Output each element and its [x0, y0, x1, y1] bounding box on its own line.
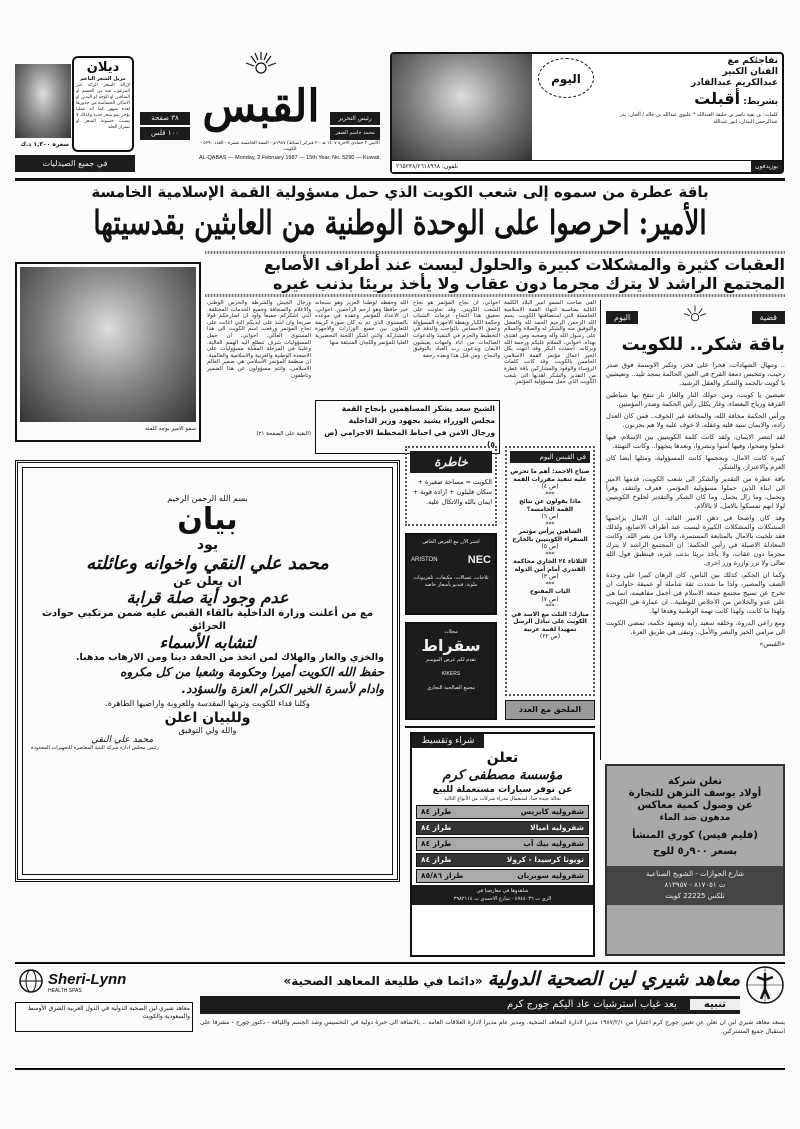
- car-name: شفروليه بيك آب: [523, 839, 584, 848]
- fabric-ad-company: أولاد يوسف النزهن للتجارة: [628, 788, 762, 799]
- inside-today-box: [505, 446, 595, 696]
- subheadline-1: العقبات كثيرة والمشكلات كبيرة والحلول ليست عند أطراف الأصابع: [264, 255, 785, 274]
- editorial-paragraph: وكما ان الحكم، كذلك بين الناس، كان الرهان كبيرا على وحدة الصف والمصير، ولذا ما شددت ثقة شاملة أو عميقة حاولت ان تخرج عن نسيج مجتمع جمعه الاسلام في أجمل مفاهيمه، انما هي على عدو والخلاص من الاخلاص للوطنية.. ان عمارة هي الكويت، ولهذا ما كانت، ولهذا كانت تهمة الوطنية وهدفا لها.: [606, 571, 785, 615]
- divider: [405, 726, 595, 728]
- notice-label: تنبيه: [690, 999, 740, 1010]
- statement-prayer-1: حفظ الله الكويت أميرا وحكومة وشعبا من كل مكروه: [120, 665, 384, 679]
- editorial-paragraph: .. وتنهال الشهادات، فخرا على فخر، وتكبر الاوسمة فوق صدر رحيب، وتتحبس دمعة الفرح في العين الحالمة بمجد تليد.. وتعيشين يا كويت بالحمد والشكر والعقل الرشيد.: [606, 361, 785, 387]
- masthead-logo: القبس: [202, 81, 320, 132]
- divider: [15, 962, 785, 964]
- separator: ***: [545, 603, 555, 610]
- boxed-news-line-2: مجلس الوزراء يشيد بجهود وزير الداخلية: [348, 416, 495, 425]
- car-row: [416, 853, 589, 867]
- divider: [205, 251, 785, 254]
- kikers-ad: [405, 622, 497, 720]
- editor-title: رئيس التحرير: [330, 112, 380, 125]
- fabric-ad-price: بسعر ٩٠٠ر٥ للوح: [652, 846, 738, 857]
- car-name: شفروليه سوبربان: [517, 871, 584, 880]
- statement-signature: محمد علي النقي: [91, 735, 154, 745]
- thought-box: [405, 446, 497, 526]
- editorial-paragraph: باقة عطرة من التقدير والشكر الى شعب الكويت، قدمها الامير الى ابناء الذين حملوا مسؤولية المؤتمر، فعرف وانتقد، وقرأ وتحمل، وما زال يحمل. وما كان الشكر والتقدير لخلوخ الكويتيين لولا انهم تمسكوا بالامل، لا بالآلام.: [606, 475, 785, 510]
- inside-today-item[interactable]: [510, 558, 590, 588]
- inside-item-page: (ص ٦): [541, 513, 559, 520]
- inside-item-page: (ص ٧): [541, 595, 559, 603]
- inside-item-text: الباب المفتوح: [529, 588, 571, 595]
- statement-similar-names: لتشابه الأسماء: [159, 633, 256, 652]
- artist-photo: [392, 54, 532, 160]
- separator: ***: [545, 490, 555, 498]
- separator: ***: [545, 520, 555, 528]
- car-name: شفروليه كابريس: [520, 807, 584, 816]
- nec-brand: NEC: [467, 554, 491, 566]
- tape-intro: تفاجئكم مع: [727, 56, 778, 66]
- ad-availability: في جميع الصيدليات: [15, 155, 135, 172]
- statement-closing: وللبيان اعلن: [164, 710, 251, 726]
- fabric-ad-line-1: عن وصول كمية معاكس: [637, 800, 753, 811]
- statement-yawad: يود: [196, 537, 219, 553]
- car-row: [416, 837, 589, 851]
- car-name: تويوتا كرسيدا - كرولا: [506, 855, 584, 864]
- main-headline: الأمير: احرصوا على الوحدة الوطنية من العابثين بقدسيتها: [93, 203, 707, 242]
- statement-body-1: مع من أعلنت وزارة الداخلية بالقاء القبض عليه ضمن مرتكبي حوادث الحرائق: [41, 608, 374, 632]
- editorial-label-left: اليوم: [606, 311, 638, 324]
- editorial-paragraph: لقد انتصر الايمان، ولقد كانت كلمة الكويتيين بين الإسلام، فيها عملوا وضحوا، وفيها آمنوا ونشروا، وبعدها يتجهوا.. وكانت التهنئة.: [606, 433, 785, 450]
- car-model: طراز ٨٤: [421, 823, 452, 832]
- tape-credits: كلمات: بن بقية ناصر بن خليفة العبدالله * عليوي عبدالله بن خالد / ألحان: بدر عبدالرحمن البيدان، انور عبدالله: [619, 112, 778, 125]
- car-model: طراز ٨٥/٨٦: [421, 871, 464, 880]
- fabric-ad-address: شارع الجوازات - الشويخ الصناعية: [646, 870, 744, 878]
- health-banner-heading: [200, 966, 740, 994]
- sun-emblem-icon: [680, 304, 710, 330]
- editorial-paragraph: كبيرة كانت الامال، وبحجمها كانت المسؤولية، ومثلها أيضا كان العزم والاعتزاز، والشكر.: [606, 454, 785, 471]
- inside-today-title: في القبس اليوم: [510, 451, 590, 463]
- editorial-body: [606, 361, 785, 649]
- ad-body: لإزالة الشعر الزائد غير المرغوب فيه من الجسم او الساقين او الوجه او اليدين او الاماكن الحساسة من جذورها لعدة شهور كما انه عمليا يؤخر نمو شعر جديد وكذلك لا يسبب خشونة الشعر او تسرار الجلد: [76, 83, 130, 130]
- inside-item-text: مبارك: الثلث مع الاسد في الكويت على تبادل الرسل تمهيدا لقمة عربية: [511, 610, 589, 633]
- story-column-2: اخواني، ان نجاح المؤتمر هو نجاح الشعب الكويتي. وقد تعاونت على تحقيق هذا النجاح عزمات الشباب وحكمة الكبار ويقظة الاجهزة المسؤولة وعمق الاحساس بالواجب والدقة في التخطيط والحزم في التنفيذ والدعوات الصالحات من اباء وامهات يعيشون الايمان ويدعون رب العباد بالتوفيق والنجاح. ومن قبل هذا وبعده رحمة: [413, 300, 500, 359]
- ad-subtitle: مزيل الشعر الناعم: [80, 76, 126, 82]
- distributor: بوزيدفون: [751, 161, 782, 172]
- ad-photo: [15, 64, 71, 138]
- kikers-ad-top: محلات: [444, 629, 458, 635]
- statement-prayer-2: وادام لأسرة الخير الكرام العزة والسؤدد.: [181, 682, 384, 696]
- statement-no-relation: عدم وجود أية صلة قرابة: [126, 588, 289, 607]
- inside-item-page: (ص ٤): [541, 483, 559, 490]
- editorial-paragraph: ورأس الحكمة مخافة الله، والمخافة غير الخوف.. فمن كان العدل زاده، والايمان سيد قلبه وعقله، لا خوف عليه ولا هم يحزنون.: [606, 412, 785, 429]
- boxed-news-line-3: ورجال الامن في احباط المخطط الاجرامي (ص ٥): [324, 428, 495, 449]
- statement-ad: [15, 460, 400, 882]
- tape-ad-footer: [392, 160, 782, 172]
- cars-ad-footer-2: الري ت ٤٧٤٤٠٣٦ - شارع الاحمدي ت ٣٩٨٢١١٤: [453, 896, 552, 902]
- today-burst: اليوم: [538, 58, 594, 98]
- ad-price: سعره ١,٣٠٠ د.ك: [20, 141, 69, 148]
- artist-label: الفنان الكبير: [722, 67, 778, 77]
- cars-ad-headline: عن توفر سيارات مستعملة للبيع: [432, 785, 573, 795]
- story-column-4: ورجال الجيش والشرطة والحرس الوطني والاعلام والصحافة وجميع الخدمات المختلفة. اثني اشكركم جميعا واود ان اصارحكم قولا صريحا وان اشد على ايديكم التي اعانت على نجاح المؤتمر ورفعت اسم الكويت الى هذا المستوى العالي. اخواني، ان حمل المسؤوليات شرف تتطلع اليه الهمم العالية. وعلينا في المرحلة المقبلة مسؤوليات على الاصعدة الوطنية والعربية والاسلامية والعالمية. ان منظمة المؤتمر الاسلامي هي ضمير العالم الاسلامي، وانتم مسؤولون عن هذا الضمير وناطقون: [207, 300, 311, 379]
- dateline-arabic: الاثنين ٣ جمادى الاخرة ١٤٠٧ هـ - ٢ فبراير (شباط) ١٩٨٧م - السنة الخامسة عشرة - العدد ٥٢٩٠ - الكويت: [200, 141, 380, 152]
- cars-ad-company: مؤسسة مصطفى كرم: [442, 768, 563, 783]
- separator: ***: [545, 580, 555, 588]
- separator: ***: [545, 550, 555, 558]
- tape-ad-text: [600, 56, 778, 126]
- editorial-paragraph: تعيشين يا كويت، ومن حولك النار والغار نار تنفخ بها شياطين الفرقة ورياح البغضاء، وغار يكلل رأس الحكمة وصدر المؤمنين.: [606, 391, 785, 408]
- emir-photo-frame: [15, 262, 201, 442]
- editor-name: محمد جاسم الصقر: [330, 127, 380, 140]
- artist-name: عبدالكريم عبدالقادر: [690, 78, 778, 88]
- nec-ad-top: اشتر الآن مع العرض الخاص: [422, 539, 480, 545]
- inside-item-page: (ص ٥): [541, 543, 559, 550]
- kikers-brand: KIKERS: [441, 671, 461, 677]
- fabric-ad-telex: تلكس 22225 كويت: [665, 892, 725, 900]
- photo-caption: سمو الامير يوجه كلمته: [144, 426, 196, 432]
- health-notice-bar: [200, 996, 740, 1014]
- subheadline-2: المجتمع الراشد لا يترك مجرما دون عقاب ولا يأخذ بريئا بذنب غيره: [272, 274, 785, 293]
- health-left-note: معاهد شيري لين الصحية الدولية في الدول العربية الشرق الأوسط والسعودية والكويت: [15, 1002, 193, 1032]
- inside-today-item[interactable]: [510, 498, 590, 528]
- kikers-ad-title: سقراط: [421, 636, 481, 655]
- sun-emblem-icon: [211, 50, 311, 80]
- divider: [15, 1068, 785, 1070]
- car-list: [412, 805, 593, 883]
- cars-ad-footer-1: شاهدوها في معارضنا في: [476, 888, 529, 894]
- inside-item-text: الثلاثاء ٢٤ الجاري محاكمة القندري أمام أمن الدولة: [513, 558, 587, 573]
- ad-brand: ديلان: [86, 60, 120, 75]
- fabric-ad-phone: ت ٨١٧٠٥١ - ٨١٣٩٥٧: [664, 881, 726, 889]
- editorial-label-right: قضية: [752, 311, 785, 324]
- basmala: بسم الله الرحمن الرحيم: [167, 494, 248, 503]
- inside-today-list: [510, 468, 590, 641]
- tape-title: أقبلت: [694, 89, 741, 108]
- tape-label: بشريط:: [743, 97, 778, 107]
- editorial-paragraph: وقد كان واضحا في ذهن الامير القائد، ان الامال يزاحمها المشكلات والمشكلات الكبيرة ليست عند أطراف الاصابع، ولذلك فقد تلخيت بالامال بالمتابعة المستمرة، والانا من نصر الله. وكانت المعادلة الاصيلة في رأس الحكمة: ان المجتمع الراشد لا يترك مجرما دون عقاب، ولا يأخذ بريئا بذنب غيره، فينطبق قول الله تعالى ولا تزر وازرة وزر اخرى.: [606, 514, 785, 567]
- boxed-news-line-1: الشيخ سعد يشكر المساهمين بإنجاح القمة: [341, 404, 495, 413]
- inside-today-item[interactable]: [510, 528, 590, 558]
- statement-tawfiq: والله ولي التوفيق: [178, 726, 237, 735]
- emir-photo: [20, 267, 196, 422]
- car-name: شفروليه امبالا: [530, 823, 584, 832]
- nec-ad-body: ثلاجات، غسالات، مكيفات، تلفزيونات ملونة، فيديو بأسعار خاصة: [413, 575, 489, 588]
- hair-removal-ad: [72, 56, 134, 152]
- editorial-paragraph: ومع راعي الدروة، وخلفه سعيد رأيه ويصهد حكمه، تمضي الكويت الى مرامي الخير والنصر والأمل.. وتبقى في طريق العزة.: [606, 619, 785, 636]
- issue-price: ١٠٠ فلس: [140, 127, 190, 140]
- story-column-1: القى صاحب السمو امير البلاد الكلمة التالية بمناسبة انتهاء القمة الاسلامية الخامسة التي استضافتها الكويت. بسم الله الرحمن الرحيم الحمد لله والفضل والتوفيق منه والشكر له والصلاة والسلام على رسول الله وآله وصحبه ومن اهتدى بهداه. اخواني، السلام عليكم ورحمة الله وبركاته. احمدت البكر وقد انتهت بكل الخير اعمال مؤتمر القمة الاسلامي الخامس بالكويت. وقد كانت كلمات الرؤساء والوفود والمشاركين باقة عطرة من التقدير والشكر اهديها الى شعب الكويت الذي حمل مسؤولية المؤتمر.: [504, 300, 596, 386]
- fabric-ad: [605, 764, 785, 956]
- divider: [205, 294, 785, 297]
- editorial-header: [606, 304, 785, 330]
- supplement-label: الملحق مع العدد: [505, 700, 595, 720]
- dateline-english: AL-QABAS — Monday, 2 February 1987 — 15th Year, No. 5290 — Kuwait.: [198, 155, 382, 161]
- inside-item-text: ماذا يقولون عن نتائج القمة الخامسة؟: [519, 498, 581, 513]
- sheri-lynn-logo: [18, 968, 188, 998]
- statement-announce: ان يعلن عن: [173, 574, 242, 588]
- kikers-ad-body: تقدم لكم عرض الموسم: [426, 657, 476, 663]
- statement-body-3: وكلنا فداء للكويت وتربتها المقدسة وللعروبة واراضيها الطاهرة.: [105, 699, 310, 708]
- thought-body: الكويت = مساحة صغيرة + سكان قليلون + ارادة قوية + ايمان بالله والاتكال عليه.: [412, 478, 492, 506]
- car-model: طراز ٨٤: [421, 855, 452, 864]
- inside-today-item[interactable]: [510, 611, 590, 641]
- inside-item-text: صباح الاحمد: أهم ما تحرص عليه تنفيذ مقررات القمة: [510, 468, 590, 483]
- kikers-ad-footer: مجمع الصالحية التجاري: [427, 685, 475, 691]
- athlete-globe-icon: [745, 965, 785, 1005]
- distributor-phone: تلفون: ٢٦٥٢٣٨/٢٦١٨٩٦٨: [396, 163, 459, 170]
- logo-text: Sheri-Lynn: [48, 971, 127, 988]
- statement-signature-title: رئيس مجلس ادارة شركة البنية المعاصرة للتجهيزات المحدودة: [31, 745, 159, 751]
- inside-item-page: (ص ٣): [541, 573, 559, 580]
- notice-text: بعد غياب استرشيات عاد اليكم جورج كرم: [506, 999, 677, 1010]
- editorial-title: باقة شكر.. للكويت: [621, 334, 785, 355]
- globe-icon: [18, 968, 44, 998]
- statement-title: بيان: [177, 502, 238, 537]
- car-model: طراز ٨٤: [421, 807, 452, 816]
- kicker-headline: باقة عطرة من سموه إلى شعب الكويت الذي حمل مسؤولية القمة الإسلامية الخامسة: [91, 183, 709, 201]
- cars-ad: [410, 732, 595, 957]
- health-details: يسعد معاهد شيري لين ان تعلن عن تعيين جورج كرم اعتبارا من ١٩٨٧/٢/١ مديرا لادارة المعاهد الصحية. ومدير عام مديرا لادارة العلاقات العامة .. بالاضافة الى خبرة دولية في التخسيس وشد الجسم واللياقة - دكتور جورج - مشرفا على استقبال جميع المشتركين.: [200, 1019, 785, 1035]
- statement-body-2: والخزي والعار والهلاك لمن اتخذ من الحقد دينا ومن الارهاب مذهبا.: [75, 652, 384, 663]
- car-row: [416, 821, 589, 835]
- nec-ad: [405, 533, 497, 615]
- masthead-rule: [15, 178, 785, 181]
- cars-ad-condition: بحالة جيدة جدا، استعمال مدراء شركات من الأنواع التالية: [444, 796, 561, 802]
- editorial-column: [600, 300, 785, 760]
- cars-ad-ribbon: شراء وتقسيط: [412, 734, 484, 748]
- cars-ad-announces: تعلن: [486, 750, 519, 766]
- car-row: [416, 869, 589, 883]
- fabric-ad-line-2: مدهون ضد الماء: [659, 813, 731, 823]
- inside-item-page: (ص ٢٢): [539, 633, 561, 640]
- fabric-ad-line-3: (فليم فيس) كوري المنشأ: [632, 830, 758, 841]
- thought-title: خاطرة: [410, 451, 492, 473]
- inside-today-item[interactable]: [510, 588, 590, 611]
- statement-family: محمد علي النقي واخوانه وعائلته: [86, 553, 329, 574]
- inside-today-item[interactable]: [510, 468, 590, 498]
- inside-item-text: الشاهين يرأس مؤتمر السفراء الكويتيين بالخارج: [512, 528, 588, 543]
- music-tape-ad: [390, 52, 784, 174]
- story-column-3: الله وحفظه لوطننا العزيز وهو سبحانه خير حافظا وهو ارحم الراحمين. اخواني، ان الاعداد للمؤتمر وعقده في موعده بالمستوى الذي تم به كان صورة كريمة للتعاون بين جميع الوزارات والاجهزة المشاركة. واثني اشكر اللجنة التحضيرية العليا للمؤتمر واللجان المنبثقة منها: [315, 300, 408, 346]
- car-row: [416, 805, 589, 819]
- page-count: ٣٨ صفحة: [140, 112, 190, 125]
- car-model: طراز ٨٤: [421, 839, 452, 848]
- editorial-paragraph: «القبس»: [759, 640, 785, 648]
- logo-subtext: HEALTH SPAS: [48, 988, 82, 994]
- fabric-ad-announces: تعلن شركة: [668, 776, 722, 787]
- ariston-brand: ARISTON: [411, 557, 438, 563]
- continued-note: (البقية على الصفحة ٢١): [256, 431, 311, 437]
- health-banner-tagline: «دائما في طليعة المعاهد الصحية»: [283, 974, 483, 988]
- health-banner-title: معاهد شيري لين الصحية الدولية: [487, 968, 740, 990]
